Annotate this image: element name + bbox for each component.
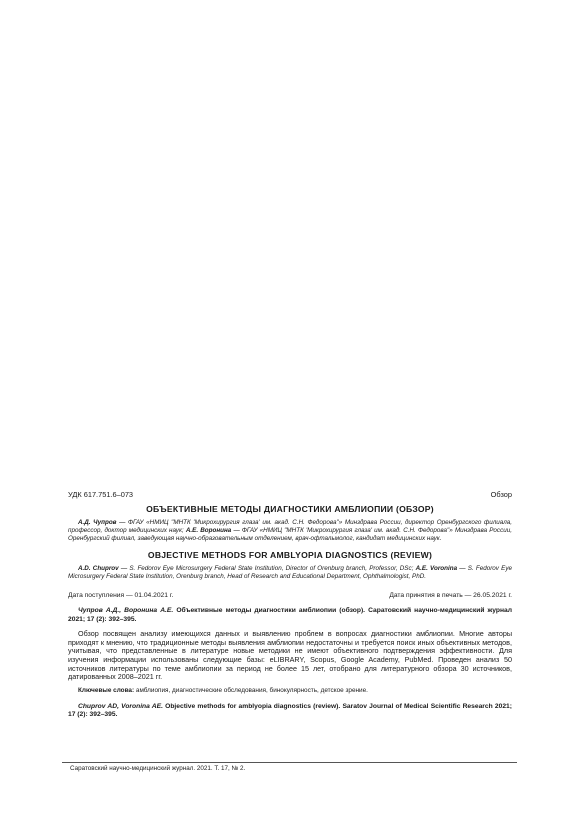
- keywords: [68, 687, 512, 695]
- authors-ru: [68, 519, 512, 543]
- author-affiliation-2-ru: — ФГАУ «НМИЦ "МНТК 'Микрохирургия глаза' им. акад. С.Н. Федорова"» Минздрава России, Оренбургский филиал, заведующая научно-образовательным отделением, врач-офтальмолог, кандидат медицинских наук.: [68, 527, 512, 543]
- authors-en: [68, 565, 512, 581]
- citation-ru-text: Объективные методы диагностики амблиопии (обзор). Саратовский научно-медицинский журнал 2021; 17 (2): 392–395.: [68, 607, 512, 623]
- date-received: Дата поступления — 01.04.2021 г.: [68, 592, 174, 600]
- author-name-1-ru: А.Д. Чупров: [78, 519, 117, 526]
- article-header-block: [68, 490, 512, 720]
- dates-row: [68, 592, 512, 600]
- author-name-1-en: A.D. Chuprov: [78, 565, 119, 573]
- meta-row: [68, 490, 512, 499]
- udc-code: УДК 617.751.6–073: [68, 490, 134, 499]
- citation-en-authors: Chuprov AD, Voronina AE.: [78, 703, 163, 711]
- running-footer: Саратовский научно-медицинский журнал. 2021. Т. 17, № 2.: [70, 765, 246, 772]
- author-affiliation-1-en: — S. Fedorov Eye Microsurgery Federal State Institution, Director of Orenburg branch, Professor, DSc;: [118, 565, 416, 573]
- author-affiliation-2-en: — S. Fedorov Eye Microsurgery Federal State Institution, Orenburg branch, Head of Research and Educational Department, Ophthalmologist, PhD.: [68, 565, 512, 581]
- keywords-label: Ключевые слова:: [78, 687, 135, 695]
- title-ru: ОБЪЕКТИВНЫЕ МЕТОДЫ ДИАГНОСТИКИ АМБЛИОПИИ (ОБЗОР): [146, 504, 434, 514]
- article-type: Обзор: [490, 490, 512, 499]
- title-en: OBJECTIVE METHODS FOR AMBLYOPIA DIAGNOSTICS (REVIEW): [147, 550, 433, 561]
- author-name-2-ru: А.Е. Воронина: [185, 527, 232, 535]
- author-name-2-en: A.E. Voronina: [415, 565, 458, 573]
- citation-ru-authors: Чупров А.Д., Воронина А.Е.: [78, 607, 174, 615]
- citation-en-text: Objective methods for amblyopia diagnostics (review). Saratov Journal of Medical Scientific Research 2021; 17 (2): 392–395.: [68, 703, 513, 719]
- date-accepted: Дата принятия в печать — 26.05.2021 г.: [389, 592, 512, 600]
- abstract-ru: Обзор посвящен анализу имеющихся данных и выявлению проблем в вопросах диагностики амблиопии. Многие авторы приходят к мнению, что традиционные методы выявления амблиопии недостаточны и требуется поиск иных объективных методов, учитывая, что представленные в литературе новые методики не имеют объективного подтверждения эффективности. Для изучения информации использованы следующие базы: eLIBRARY, Scopus, Google Academy, PubMed. Проведен анализ 50 источников литературы по теме амблиопии за период не более 15 лет, отобрано для литературного обзора 30 источников, датированных 2008–2021 гг.: [68, 628, 512, 682]
- footer-divider: [62, 762, 517, 763]
- keywords-text: амблиопия, диагностические обследования, бинокулярность, детское зрение.: [134, 687, 368, 695]
- author-affiliation-1-ru: — ФГАУ «НМИЦ "МНТК 'Микрохирургия глаза' им. акад. С.Н. Федорова"» Минздрава России, директор Оренбургского филиала, профессор, доктор медицинских наук;: [68, 519, 512, 535]
- citation-en: [68, 703, 512, 719]
- citation-ru: [68, 607, 512, 623]
